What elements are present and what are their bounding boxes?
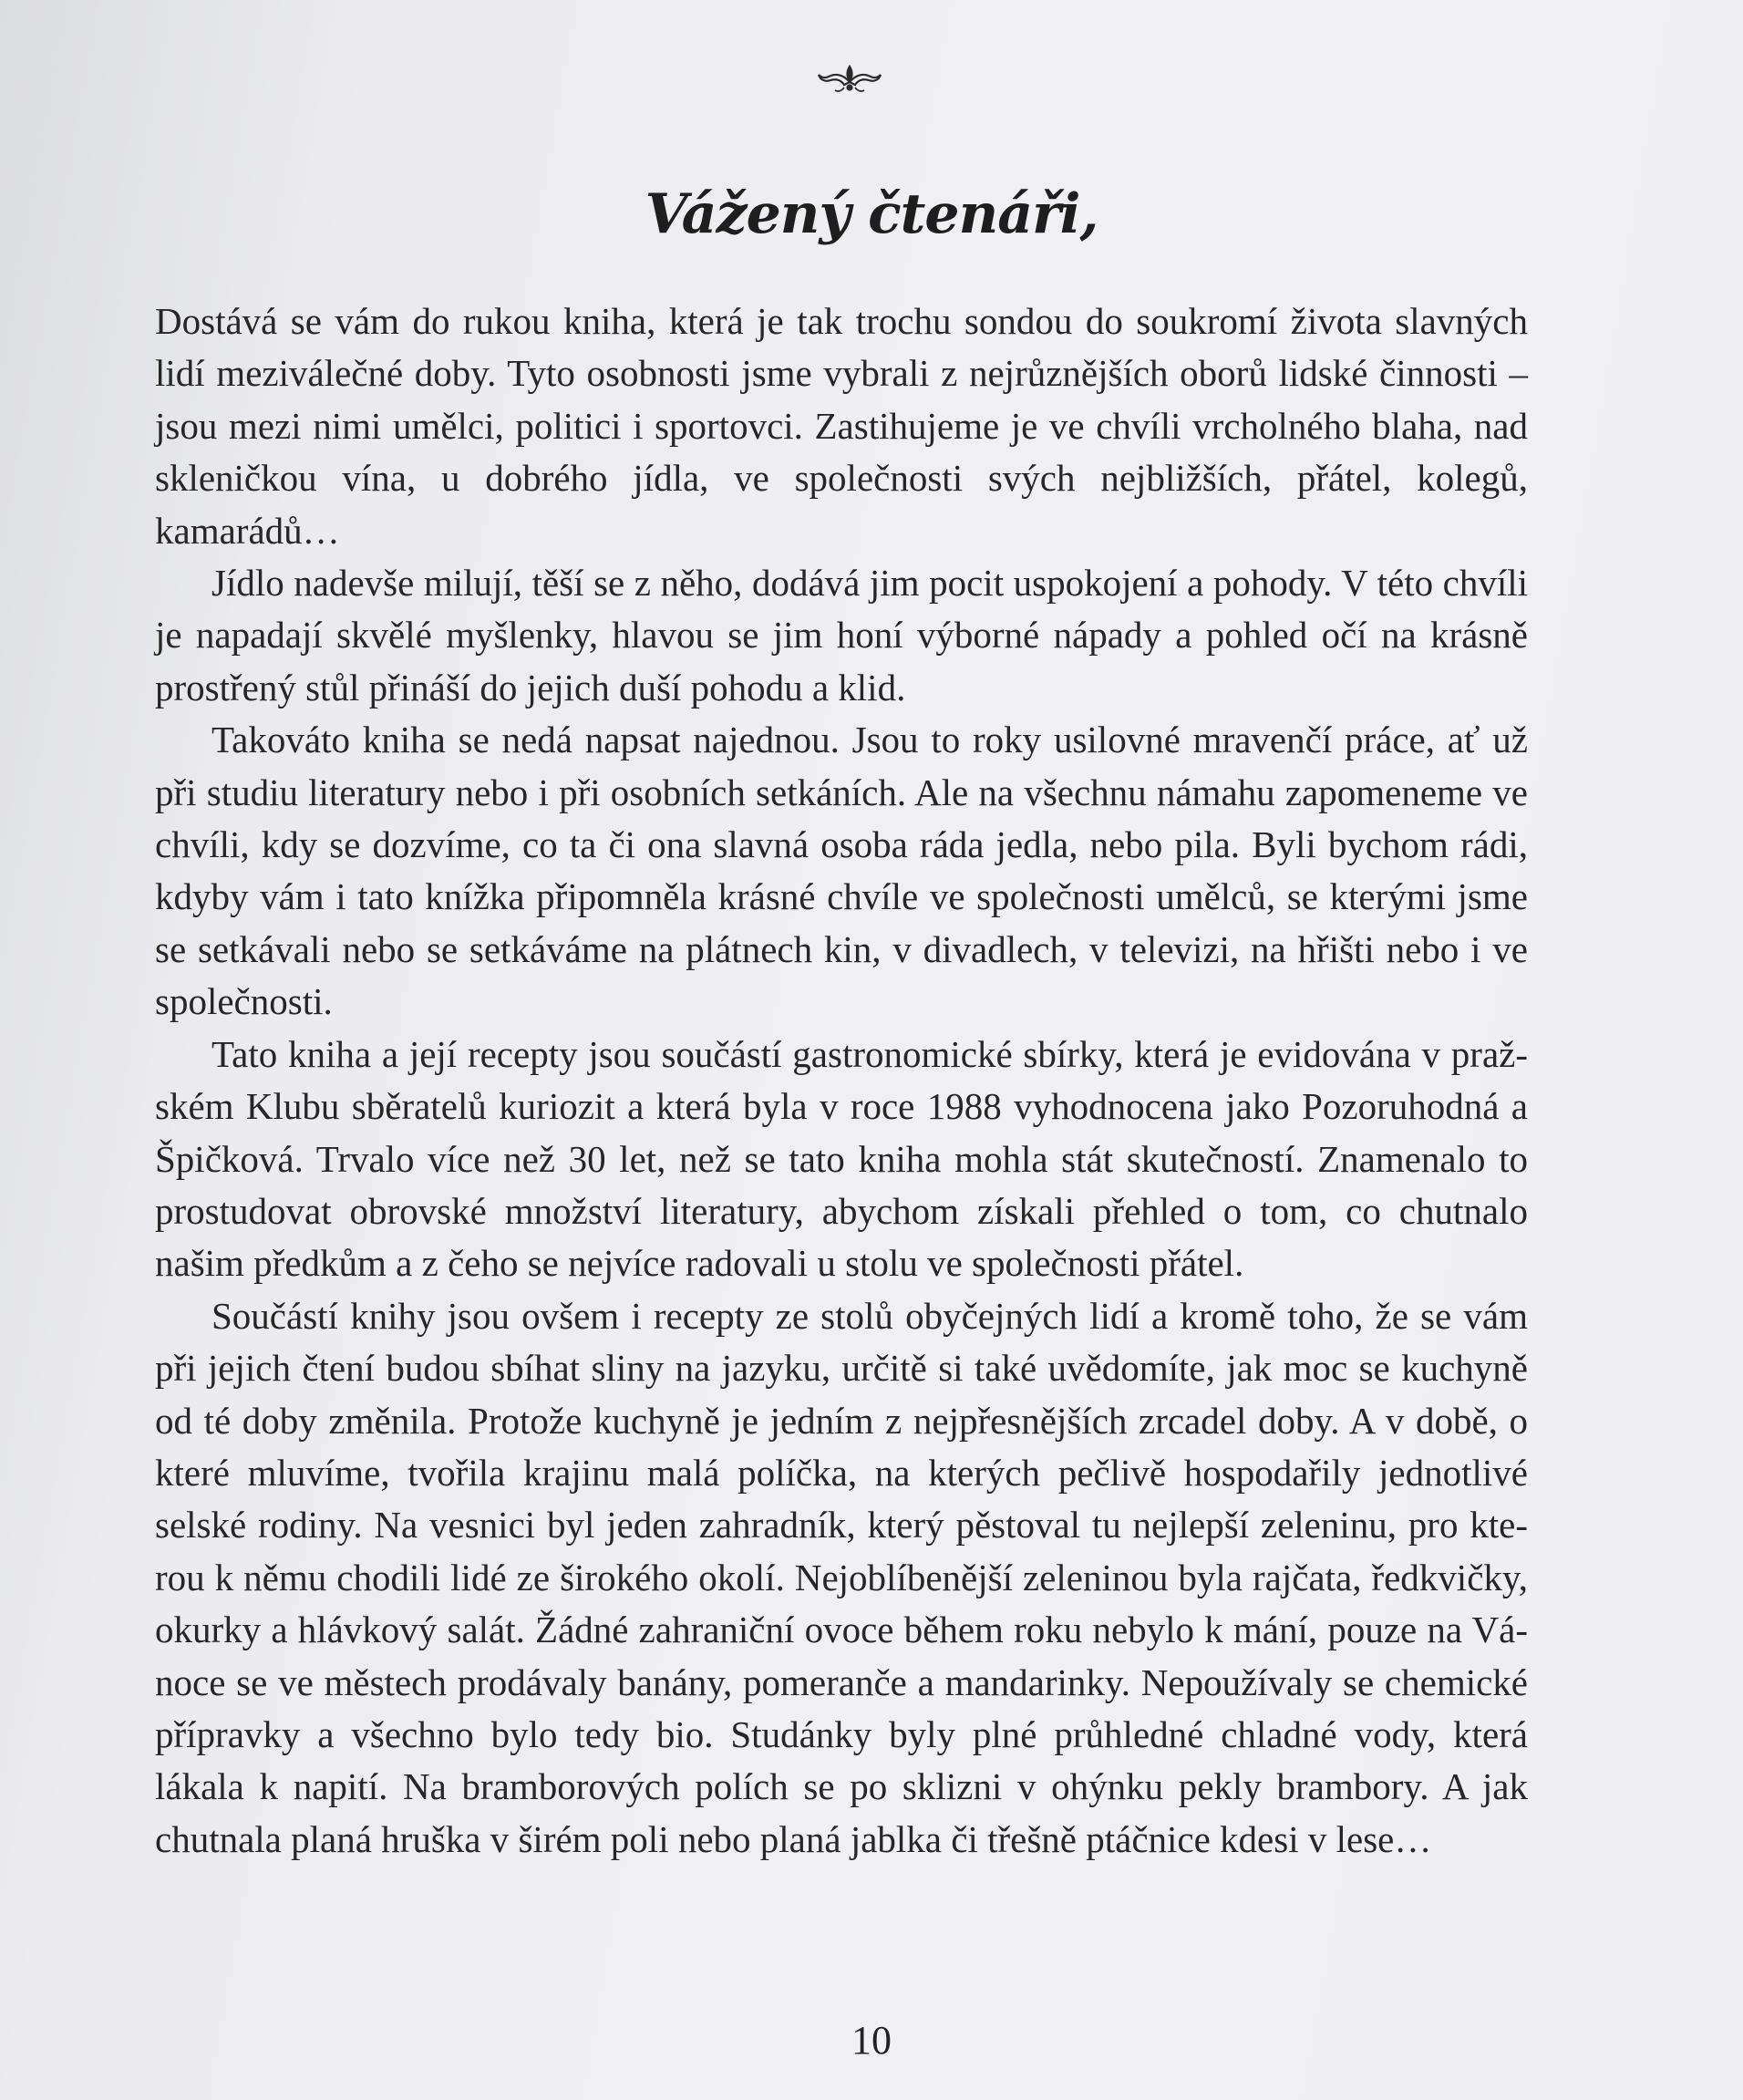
paragraph: Součástí knihy jsou ovšem i recepty ze stolů obyčejných lidí a kromě toho, že se vám při jejich čtení budou sbíhat sliny na jazyku, určitě si také uvědomíte, jak moc se kuchyně od té doby změnila. Protože kuchyně je jedním z nejpřesnějších zrcadel doby. A v době, o které mluvíme, tvořila krajinu malá políčka, na kterých pečlivě hospodařily jednotlivé selské rodiny. Na vesnici byl jeden zahradník, který pěstoval tu nejlepší zeleninu, pro kterou k němu chodili lidé ze širokého okolí. Nejoblíbenější zeleninou byla rajčata, ředkvičky, okurky a hlávkový salát. Žádné zahraniční ovoce během roku nebylo k mání, pouze na Vánoce se ve městech prodávaly banány, pomeranče a mandarinky. Nepoužívaly se chemické přípravky a všechno bylo tedy bio. Studánky byly plné průhledné chladné vody, která lákala k napití. Na bramborových polích se po sklizni v ohýnku pekly brambory. A jak chutnala planá hruška v širém poli nebo planá jablka či třešně ptáčnice kdesi v lese…: [155, 1294, 1528, 1860]
paragraph: Jídlo nadevše milují, těší se z něho, dodává jim pocit uspokojení a pohody. V této chvíli je napadají skvělé myšlenky, hlavou se jim honí výborné nápady a pohled očí na krásně prostřený stůl přináší do jejich duší pohodu a klid.: [155, 562, 1528, 709]
paragraph: Takováto kniha se nedá napsat najednou. Jsou to roky usilovné mravenčí práce, ať už při studiu literatury nebo i při osobních setkáních. Ale na všechnu námahu zapomeneme ve chvíli, kdy se dozvíme, co ta či ona slavná osoba ráda jedla, nebo pila. Byli bychom rádi, kdyby vám i tato knížka připomněla krásné chvíle ve společnosti umělců, se kterými jsme se setkávali nebo se setkáváme na plátnech kin, v divadlech, v televizi, na hřišti nebo i ve společnosti.: [155, 719, 1528, 1023]
floral-ornament-icon: [816, 60, 883, 97]
body-text: [155, 295, 1528, 1866]
paragraph: Tato kniha a její recepty jsou součástí gastronomické sbírky, která je evidována v pražském Klubu sběratelů kuriozit a která byla v roce 1988 vyhodnocena jako Pozoruhodná a Špičková. Trvalo více než 30 let, než se tato kniha mohla stát skutečností. Znamenalo to prostudovat obrovské množství literatury, abychom získali přehled o tom, co chutnalo našim předkům a z čeho se nejvíce radovali u stolu ve společnosti přátel.: [155, 1032, 1528, 1285]
paragraph: Dostává se vám do rukou kniha, která je tak trochu sondou do soukromí života slavných lidí meziválečné doby. Tyto osobnosti jsme vybrali z nejrůznějších oborů lidské činnosti – jsou mezi nimi umělci, politici i sportovci. Zastihujeme je ve chvíli vrcholného blaha, nad skleničkou vína, u dobrého jídla, ve společnosti svých nejbližších, přátel, kolegů, kamarádů…: [155, 300, 1528, 552]
page-heading: Vážený čtenáři,: [645, 182, 1098, 246]
page-number: 10: [851, 2018, 892, 2063]
